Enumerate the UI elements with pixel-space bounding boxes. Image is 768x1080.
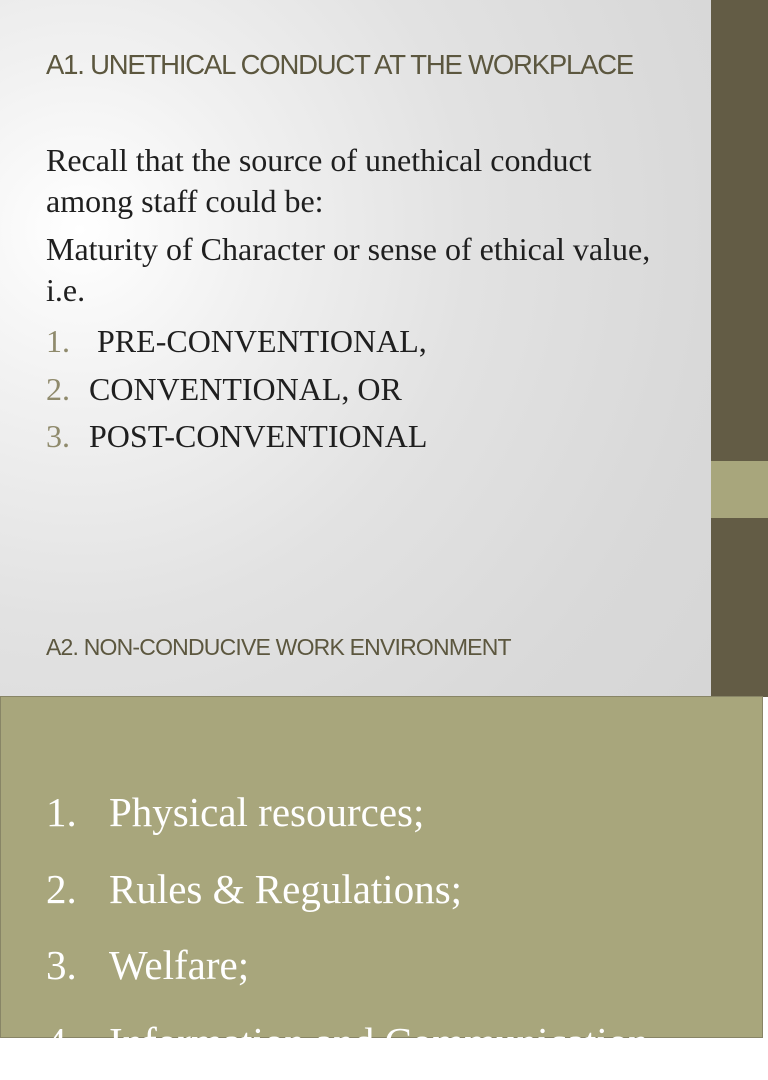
list-number: 4.	[46, 1004, 77, 1080]
list-item	[46, 1004, 649, 1080]
list-item	[46, 851, 649, 928]
list-number: 1.	[46, 774, 77, 851]
list-text: Physical resources;	[109, 789, 424, 835]
list-item	[46, 774, 649, 851]
side-bar-decoration	[711, 0, 768, 697]
list-text: Welfare;	[109, 942, 249, 988]
maturity-paragraph: Maturity of Character or sense of ethical value, i.e.	[46, 229, 666, 311]
section-title: A2. NON-CONDUCIVE WORK ENVIRONMENT	[46, 634, 511, 661]
list-text: PRE-CONVENTIONAL,	[89, 323, 427, 359]
list-number: 2.	[46, 851, 77, 928]
list-number: 1.	[46, 318, 70, 366]
slide-title: A1. UNETHICAL CONDUCT AT THE WORKPLACE	[46, 49, 633, 81]
list-text: Information and Communication	[109, 1019, 649, 1065]
list-number: 3.	[46, 927, 77, 1004]
environment-factors-list	[46, 774, 649, 1080]
slide-work-environment	[0, 696, 763, 1038]
side-accent-decoration	[711, 461, 768, 518]
list-item	[46, 413, 427, 461]
list-item	[46, 366, 427, 414]
list-text: Rules & Regulations;	[109, 866, 462, 912]
list-text: CONVENTIONAL, OR	[89, 371, 402, 407]
list-item	[46, 318, 427, 366]
list-number: 3.	[46, 413, 70, 461]
intro-paragraph: Recall that the source of unethical conduct among staff could be:	[46, 140, 666, 222]
list-item	[46, 927, 649, 1004]
conventional-levels-list	[46, 318, 427, 461]
list-number: 2.	[46, 366, 70, 414]
list-text: POST-CONVENTIONAL	[89, 418, 427, 454]
